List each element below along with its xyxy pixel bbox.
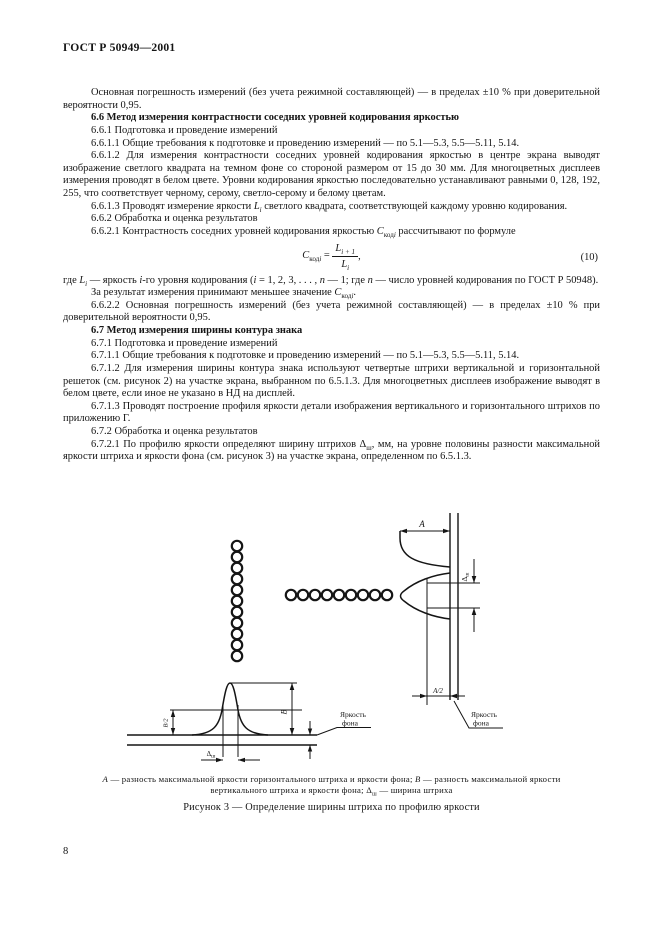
background-luminance-label: Яркость [471,710,497,719]
figure-3-drawing [70,513,600,771]
vertical-dot-grating [232,541,242,661]
paragraph: 6.6.2.2 Основная погрешность измерений (без учета режимной составляющей) — в пределах ±10 % при доверительной вероятности 0,95. [63,299,600,324]
document-header: ГОСТ Р 50949—2001 [63,41,176,54]
dim-label-delta-sh-vertical: $\Delta_ш$ [460,572,471,582]
paragraph: Основная погрешность измерений (без учета режимной составляющей) — в пределах ±10 % при доверительной вероятности 0,95. [63,87,600,111]
section-heading-6-7: 6.7 Метод измерения ширины контура знака [91,325,303,336]
dim-label-b-half: В/2 [162,718,170,728]
paragraph: 6.7.1.2 Для измерения ширины контура знака используют четвертые штрихи вертикальной и горизонтальной решеток (см. рисунок 2) на участке экрана, выбранном по 6.5.1.3. Для многоцветных дисплеев изображение выводят в белом цвете, если иное не указано в НД на дисплей. [63,362,600,400]
paragraph-where-clause: где $L_i$ — яркость i-го уровня кодирования (i = 1, 2, 3, . . . , n — 1; где n — число уровней кодирования по ГОСТ Р 50948). [63,274,599,288]
paragraph: 6.7.2 Обработка и оценка результатов [91,426,258,437]
figure-3 [70,513,600,771]
figure-caption: А — разность максимальной яркости горизонтального штриха и яркости фона; В — разность максимальной яркости вертикального штриха и яркости фона; $\Delta_ш$ — ширина штриха [102,774,561,798]
paragraph: 6.6.1 Подготовка и проведение измерений [91,124,278,136]
background-luminance-label: фона [473,718,489,728]
paragraph: 6.7.2.1 По профилю яркости определяют ширину штрихов $\Delta_ш$, мм, на уровне половины разности максимальной яркости штриха и яркости фона (см. рисунок 3) на участке экрана, определенном по 6.5.1.3. [63,438,600,463]
dim-label-a: А [419,519,425,529]
page-number: 8 [63,846,69,857]
background-luminance-label: фона [342,718,358,728]
paragraph: 6.6.2 Обработка и оценка результатов [91,213,258,225]
formula-equation-10: $C_{кодi}$ = $\frac{L_{i + 1}}{L_i}$ , (10) [302,242,598,272]
paragraph: 6.7.1.1 Общие требования к подготовке и проведению измерений — по 5.1—5.3, 5.5—5.11, 5.14. [91,350,520,362]
horizontal-dot-grating [286,590,392,600]
document-body [63,87,600,464]
paragraph: 6.6.1.3 Проводят измерение яркости $L_i$ светлого квадрата, соответствующей каждому уровню кодирования. [91,200,568,214]
paragraph: 6.6.1.1 Общие требования к подготовке и проведению измерений — по 5.1—5.3, 5.5—5.11, 5.14. [91,137,520,149]
formula-lhs: $C_{кодi}$ = [302,250,330,264]
figure-title: Рисунок 3 — Определение ширины штриха по профилю яркости [183,802,480,813]
paragraph: 6.7.1 Подготовка и проведение измерений [91,337,278,349]
paragraph: 6.6.2.1 Контрастность соседних уровней кодирования яркостью $C_{кодi}$ рассчитывают по формуле [91,225,516,239]
dim-label-a-half: А/2 [433,687,443,695]
dim-label-b: В [279,709,289,715]
formula-number: (10) [580,251,598,263]
formula-fraction: $\frac{L_{i + 1}}{L_i}$ [332,242,358,271]
dim-label-delta-sh-horizontal: $\Delta_ш$ [206,750,216,760]
paragraph: За результат измерения принимают меньшее значение $C_{кодi}$. [91,287,357,301]
paragraph: 6.7.1.3 Проводят построение профиля яркости детали изображения вертикального и горизонтального штрихов по приложению Г. [63,400,600,425]
paragraph: 6.6.1.2 Для измерения контрастности соседних уровней кодирования яркостью в центре экрана выводят изображение светлого квадрата на темном фоне со стороной размером от 15 до 30 мм. Для многоцветных дисплеев измерения проводят в белом цвете. Уровни кодирования яркостью последовательно устанавливают равными 0, 128, 192, 255, что соответствует черному, серому, светло-серому и белому цветам. [63,150,600,199]
vertical-profile-diagram [400,513,503,728]
background-luminance-label: Яркость [340,710,366,719]
section-heading-6-6: 6.6 Метод измерения контрастности соседних уровней кодирования яркостью [91,112,460,124]
